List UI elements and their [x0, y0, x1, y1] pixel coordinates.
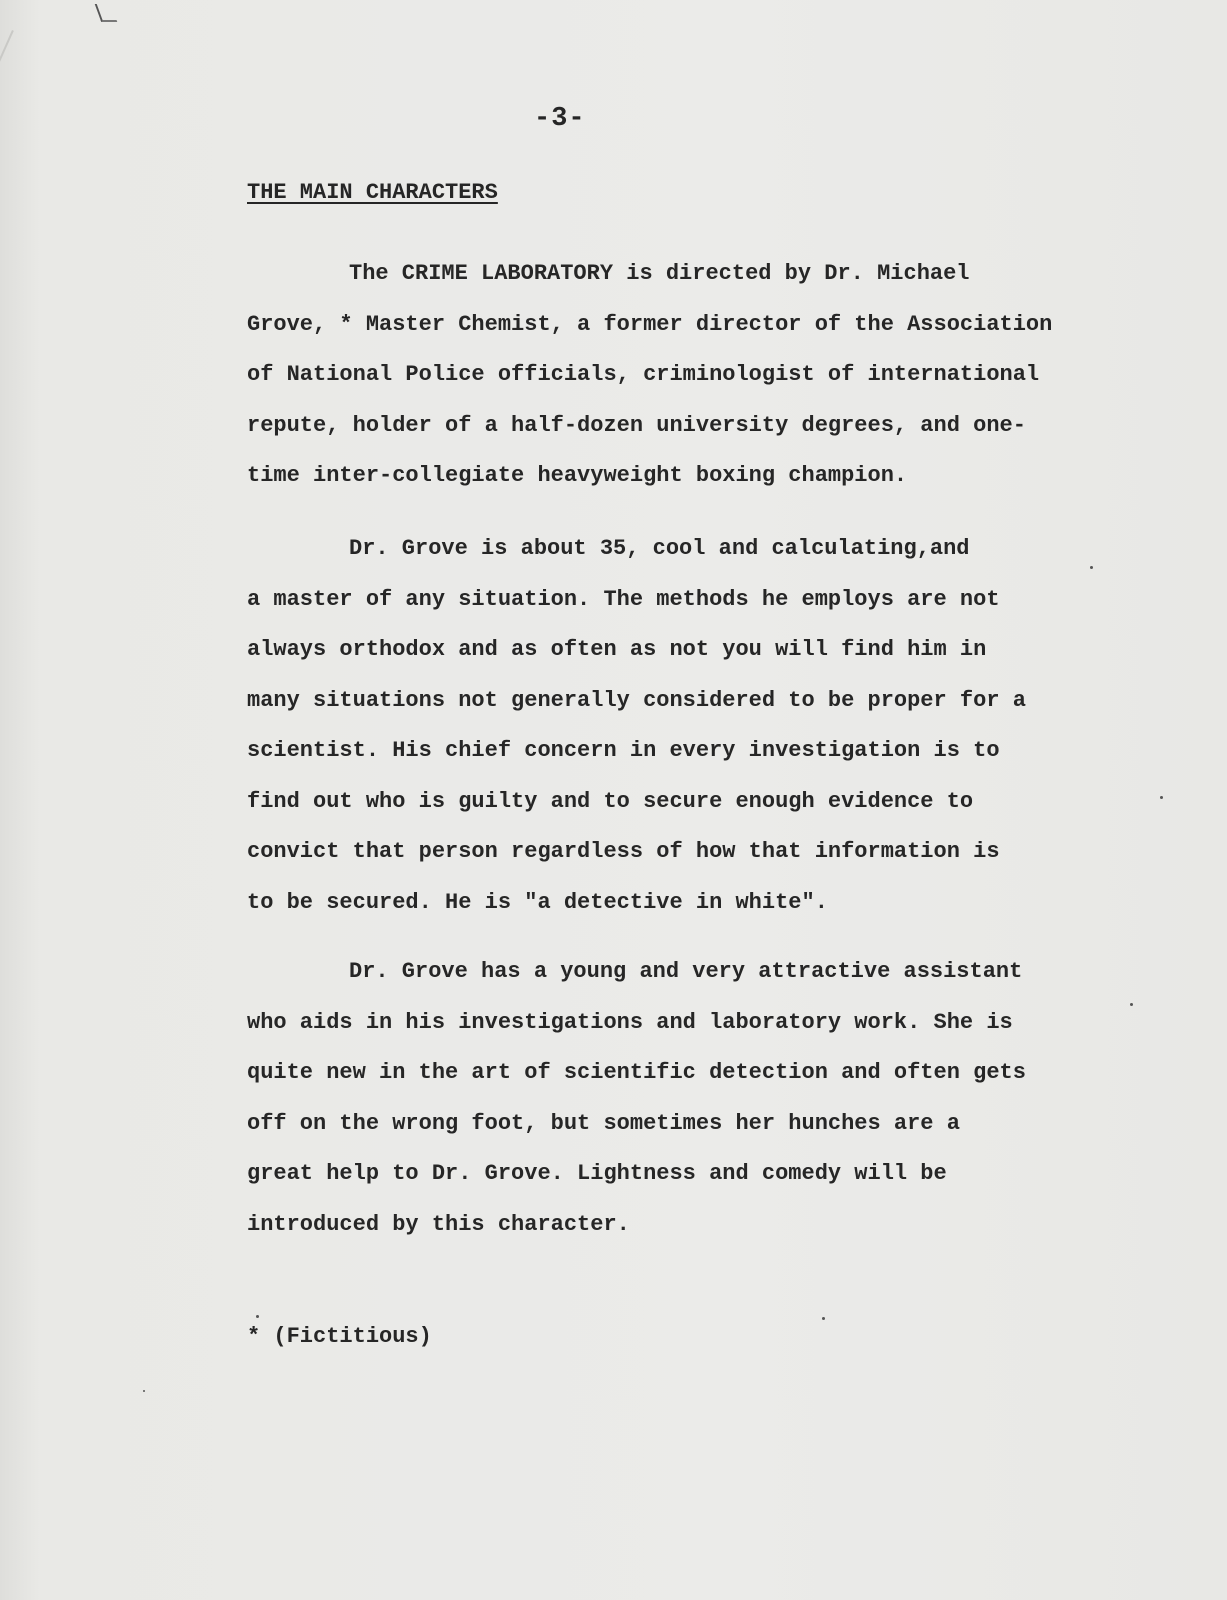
- paragraph-line: The CRIME LABORATORY is directed by Dr. Michael: [349, 261, 970, 286]
- ink-speck: [1090, 566, 1093, 569]
- paragraph-line: time inter-collegiate heavyweight boxing champion.: [247, 463, 908, 488]
- ink-speck: [143, 1390, 145, 1392]
- page-number: -3-: [534, 104, 586, 134]
- paragraph-line: Dr. Grove has a young and very attractive assistant: [349, 959, 1023, 984]
- paragraph-line: to be secured. He is "a detective in white".: [247, 889, 828, 915]
- paragraph-line: of National Police officials, criminologist of international: [247, 362, 1040, 387]
- paragraph-line: quite new in the art of scientific detection and often gets: [247, 1060, 1026, 1085]
- paragraph-line: introduced by this character.: [247, 1211, 630, 1237]
- paragraph-line: great help to Dr. Grove. Lightness and comedy will be: [247, 1161, 947, 1186]
- paragraph-dr-grove: [247, 524, 1187, 928]
- paragraph-line: Dr. Grove is about 35, cool and calculating,and: [349, 536, 970, 561]
- paragraph-line: repute, holder of a half-dozen university degrees, and one-: [247, 412, 1026, 438]
- paragraph-assistant: [247, 947, 1187, 1250]
- footnote: * (Fictitious): [247, 1324, 432, 1349]
- paragraph-line: a master of any situation. The methods he employs are not: [247, 586, 1000, 612]
- ink-speck: [256, 1315, 259, 1318]
- paragraph-line: find out who is guilty and to secure enough evidence to: [247, 788, 974, 814]
- ink-speck: [1130, 1003, 1133, 1006]
- paragraph-crime-laboratory: [247, 249, 1187, 502]
- corner-pen-mark: [95, 4, 118, 22]
- paragraph-line: Grove, * Master Chemist, a former director of the Association: [247, 311, 1053, 337]
- paragraph-line: many situations not generally considered to be proper for a: [247, 687, 1026, 713]
- paragraph-line: always orthodox and as often as not you will find him in: [247, 637, 987, 662]
- paragraph-line: who aids in his investigations and laboratory work. She is: [247, 1009, 1013, 1035]
- paragraph-line: off on the wrong foot, but sometimes her hunches are a: [247, 1110, 960, 1136]
- paragraph-line: scientist. His chief concern in every investigation is to: [247, 738, 1000, 763]
- paragraph-line: convict that person regardless of how that information is: [247, 839, 1000, 864]
- ink-speck: [822, 1317, 825, 1320]
- section-heading: THE MAIN CHARACTERS: [247, 180, 498, 205]
- page-edge-mark: [0, 30, 14, 186]
- ink-speck: [1160, 796, 1163, 799]
